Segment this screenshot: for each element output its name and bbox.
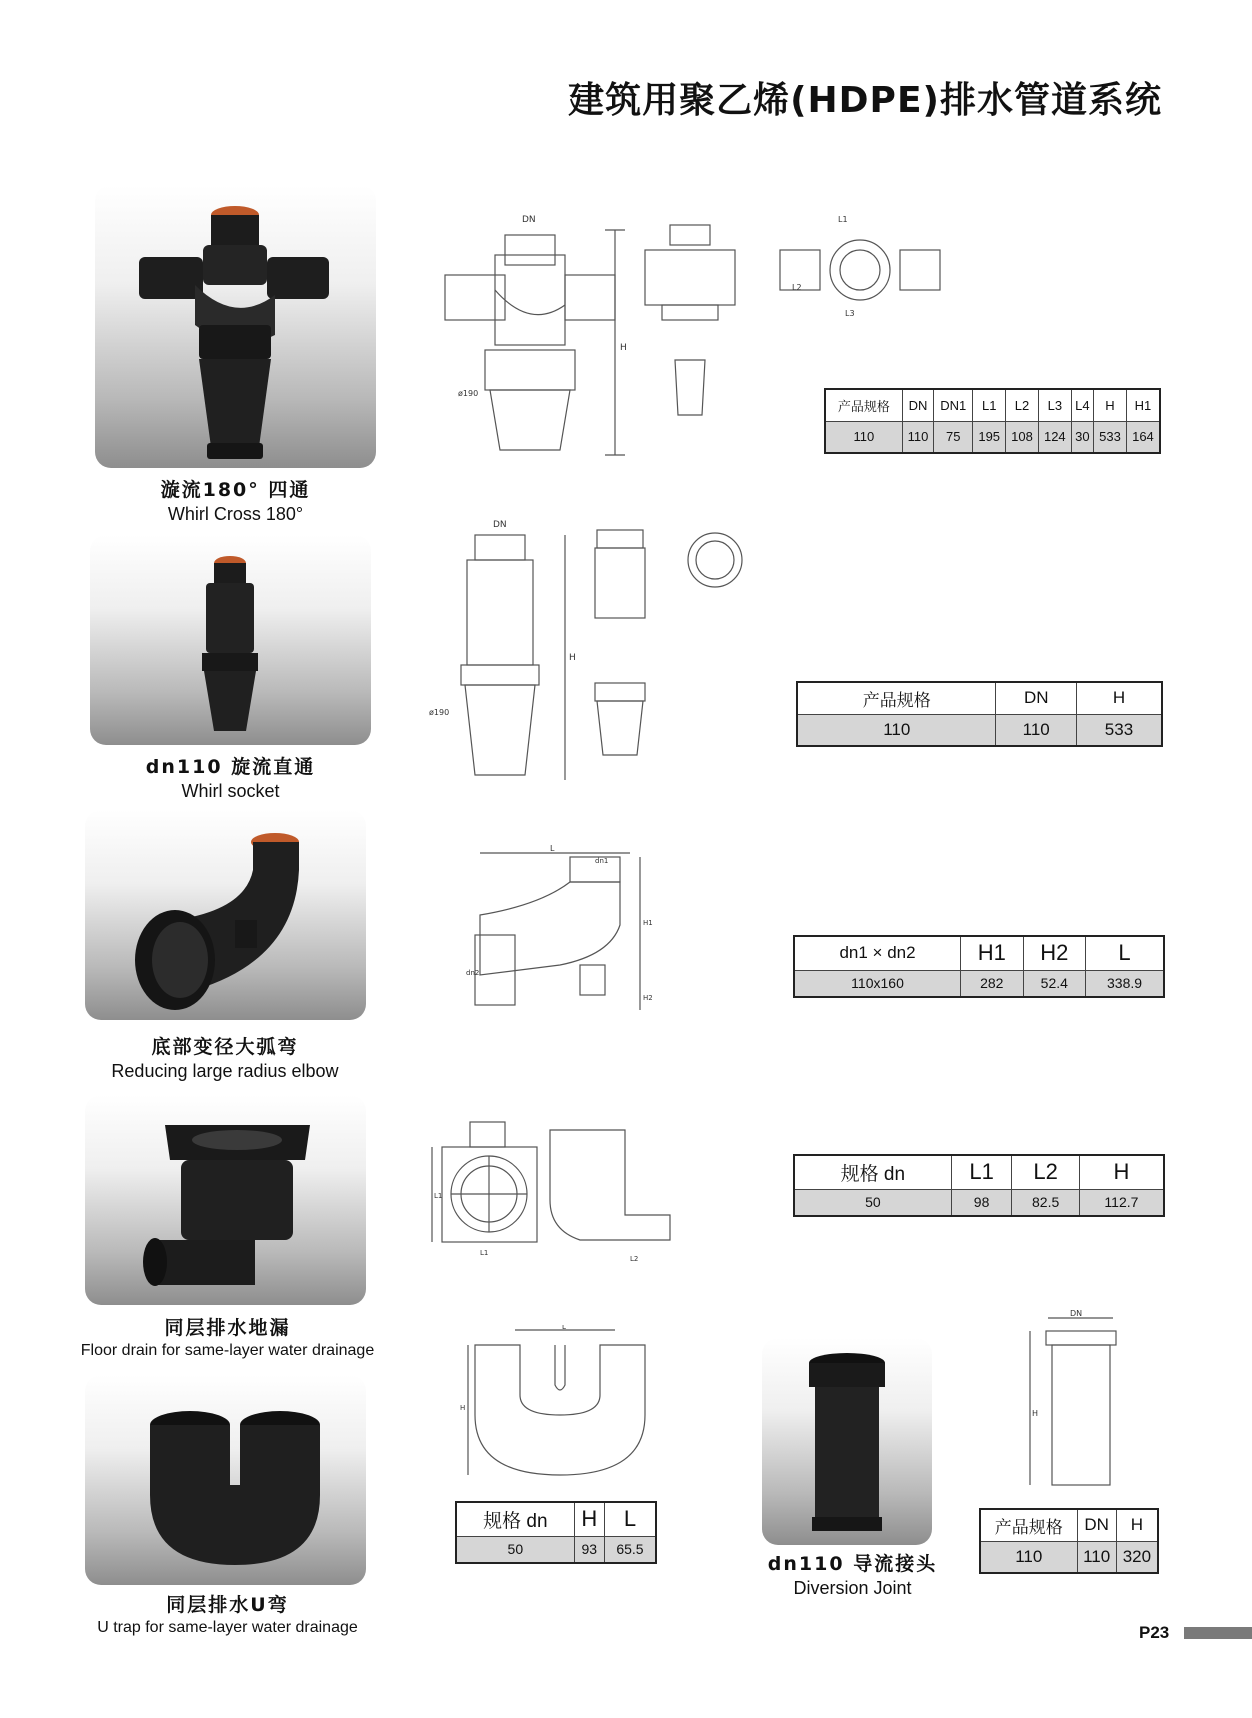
table-cell: 282 [961,970,1024,997]
label-h2: H2 [643,994,653,1002]
whirl-socket-image [90,535,371,745]
table-row [794,970,1164,997]
table-row [456,1536,656,1563]
header-cell: H [1076,682,1162,714]
label-l2: L2 [630,1255,639,1263]
table-cell: 50 [794,1189,951,1216]
table-cell: 108 [1006,421,1039,453]
table-header-row [456,1502,656,1536]
table-cell: 50 [456,1536,574,1563]
table-cell: 75 [934,421,973,453]
table-cell: 112.7 [1079,1189,1164,1216]
header-cell: H [1094,389,1127,421]
floor-drain-image [85,1095,366,1305]
product-name-cn: dn110 旋流直通 [145,756,316,778]
table-cell: 164 [1126,421,1160,453]
product-photo-whirl-cross [95,185,376,468]
header-cell: L [604,1502,656,1536]
product-name-cn: dn110 导流接头 [767,1553,938,1575]
caption-diversion-joint [745,1549,960,1599]
u-trap-image [85,1375,366,1585]
label-dn2: dn2 [466,969,480,977]
product-name-en: Diversion Joint [793,1578,912,1598]
header-cell: 产品规格 [797,682,996,714]
label-dn: DN [522,215,536,225]
caption-u-trap [75,1590,380,1637]
label-l1: L1 [838,215,848,224]
table-cell: 82.5 [1012,1189,1079,1216]
product-name-en: Floor drain for same-layer water drainage [80,1342,375,1359]
page-number-bar [1184,1627,1252,1639]
drawing-diversion-joint [1018,1306,1128,1491]
product-name-en: Whirl Cross 180° [167,504,304,524]
table-cell: 110 [902,421,933,453]
table-row [980,1541,1158,1573]
label-l: L [562,1325,566,1331]
label-h: H [620,343,627,353]
caption-elbow [70,1032,380,1082]
drawing-elbow [460,845,660,1020]
header-cell: L1 [973,389,1006,421]
label-phi190: ø190 [429,708,450,717]
header-cell: L2 [1012,1155,1079,1189]
table-cell: 110 [1077,1541,1116,1573]
table-cell: 320 [1116,1541,1158,1573]
label-h1: H1 [643,919,653,927]
header-cell: H [1079,1155,1164,1189]
label-l1-side: L1 [434,1192,443,1200]
header-cell: L [1086,936,1164,970]
caption-whirl-socket [90,752,371,802]
table-header-row [794,1155,1164,1189]
header-cell: DN [902,389,933,421]
table-cell: 110x160 [794,970,961,997]
diversion-joint-image [762,1338,932,1545]
label-h: H [460,1404,466,1412]
table-cell: 65.5 [604,1536,656,1563]
header-cell: H1 [961,936,1024,970]
product-photo-elbow [85,810,366,1020]
table-cell: 110 [797,714,996,746]
header-cell: L2 [1006,389,1039,421]
table-cell: 195 [973,421,1006,453]
table-cell: 98 [951,1189,1012,1216]
table-cell: 110 [825,421,902,453]
header-cell: H [1116,1509,1158,1541]
page-title: 建筑用聚乙烯(HDPE)排水管道系统 [568,80,1162,121]
table-cell: 110 [980,1541,1077,1573]
table-row [825,421,1160,453]
spec-table-u-trap [455,1501,657,1564]
header-cell: H2 [1023,936,1086,970]
header-cell: DN1 [934,389,973,421]
product-photo-u-trap [85,1375,366,1585]
table-cell: 533 [1076,714,1162,746]
table-cell: 533 [1094,421,1127,453]
drawing-whirl-socket [425,515,755,785]
caption-whirl-cross [95,475,376,525]
header-cell: H1 [1126,389,1160,421]
product-name-cn: 漩流180° 四通 [160,479,311,501]
spec-table-whirl-socket [796,681,1163,747]
spec-table-floor-drain [793,1154,1165,1217]
whirl-cross-image [95,185,376,468]
header-cell: 规格 dn [456,1502,574,1536]
product-photo-diversion-joint [762,1338,932,1545]
spec-table-whirl-cross [824,388,1161,454]
header-cell: DN [1077,1509,1116,1541]
table-cell: 52.4 [1023,970,1086,997]
table-cell: 110 [996,714,1076,746]
label-dn: DN [493,520,507,530]
product-name-cn: 底部变径大弧弯 [151,1036,299,1058]
product-name-cn: 同层排水U弯 [166,1594,289,1616]
product-photo-whirl-socket [90,535,371,745]
label-l: L [550,845,555,853]
product-name-en: Reducing large radius elbow [111,1061,339,1081]
label-dn: DN [1070,1309,1083,1318]
header-cell: L3 [1038,389,1071,421]
product-photo-floor-drain [85,1095,366,1305]
table-cell: 338.9 [1086,970,1164,997]
header-cell: DN [996,682,1076,714]
table-cell: 124 [1038,421,1071,453]
header-cell: dn1 × dn2 [794,936,961,970]
header-cell: 规格 dn [794,1155,951,1189]
elbow-image [85,810,366,1020]
header-cell: 产品规格 [825,389,902,421]
product-name-cn: 同层排水地漏 [164,1317,291,1339]
product-name-en: Whirl socket [181,781,280,801]
label-h: H [569,653,576,663]
spec-table-elbow [793,935,1165,998]
label-phi190: ø190 [458,389,479,398]
header-cell: L1 [951,1155,1012,1189]
table-cell: 30 [1071,421,1093,453]
label-h: H [1032,1409,1039,1418]
table-header-row [980,1509,1158,1541]
table-header-row [794,936,1164,970]
drawing-floor-drain [430,1120,680,1270]
header-cell: H [574,1502,604,1536]
table-row [794,1189,1164,1216]
label-l2: L2 [792,283,802,292]
product-name-en: U trap for same-layer water drainage [97,1619,358,1636]
header-cell: 产品规格 [980,1509,1077,1541]
table-cell: 93 [574,1536,604,1563]
label-dn1: dn1 [595,857,609,865]
label-l3: L3 [845,309,855,318]
table-header-row [825,389,1160,421]
drawing-u-trap [460,1325,660,1485]
table-row [797,714,1162,746]
caption-floor-drain [75,1313,380,1360]
spec-table-diversion-joint [979,1508,1159,1574]
header-cell: L4 [1071,389,1093,421]
page-number: P23 [1139,1623,1170,1642]
label-l1: L1 [480,1249,489,1257]
table-header-row [797,682,1162,714]
